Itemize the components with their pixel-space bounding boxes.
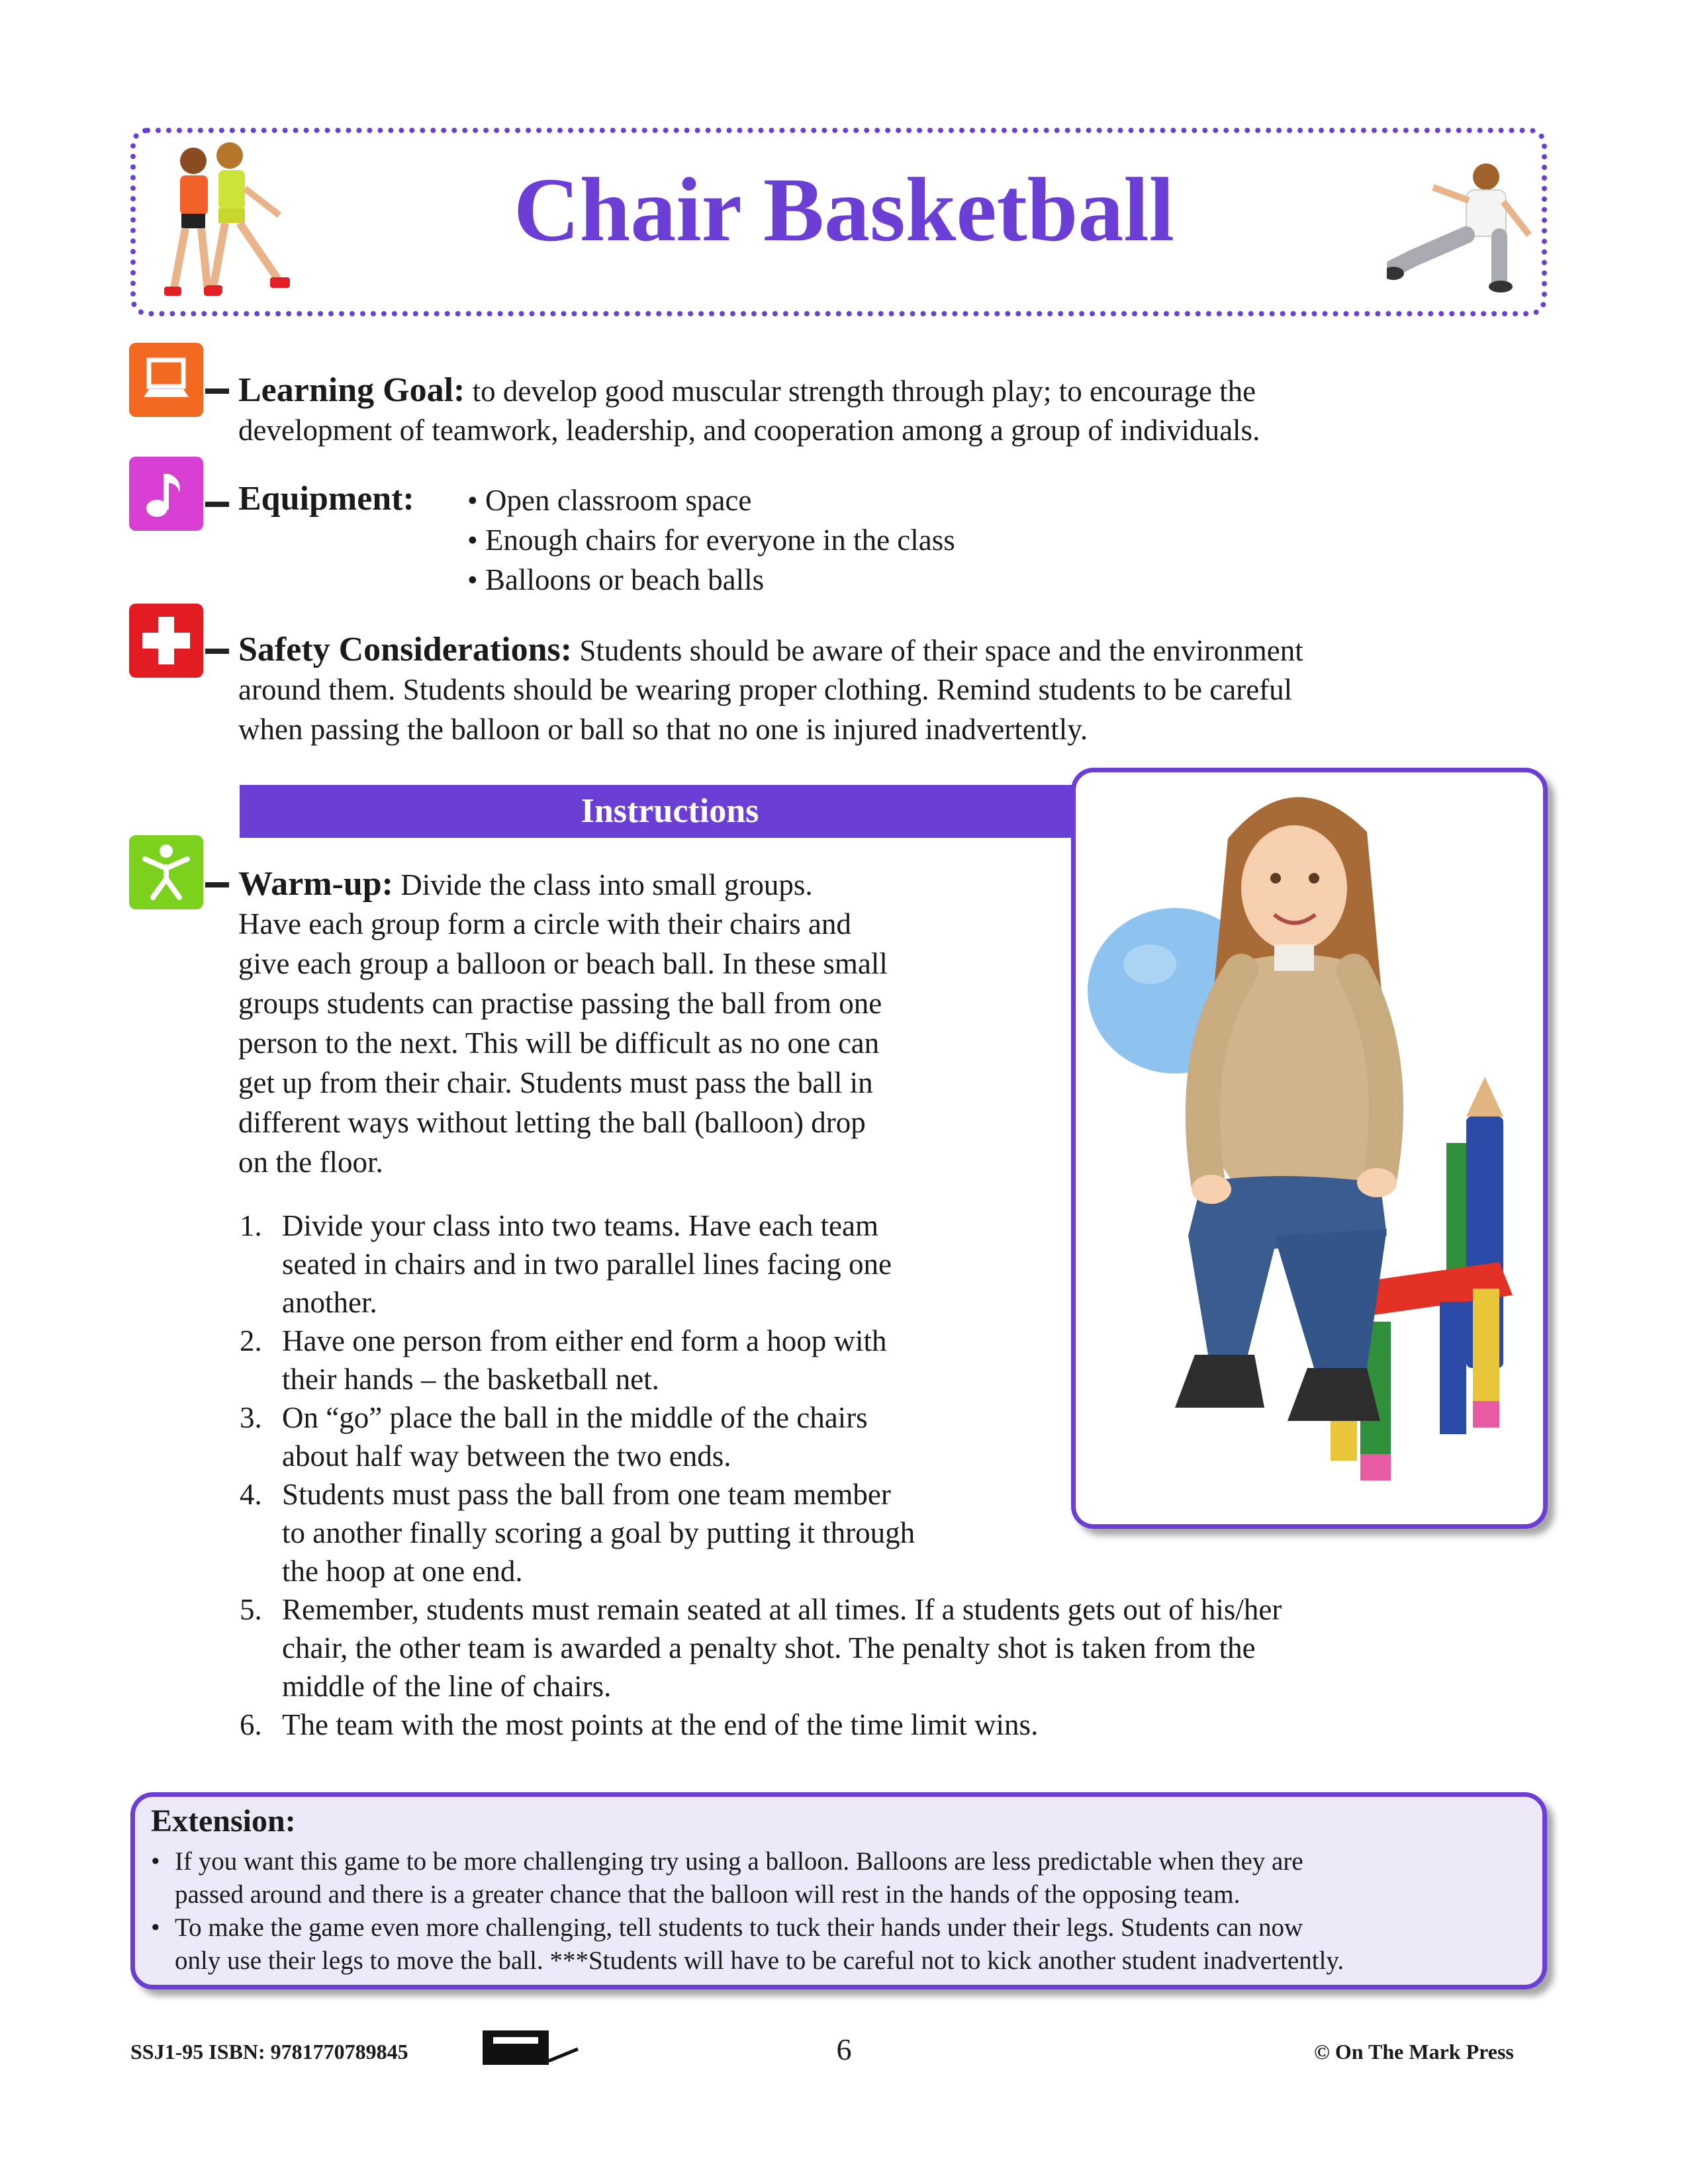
instructions-heading: Instructions	[240, 785, 1100, 838]
stick-figure-icon	[129, 835, 203, 909]
page-title: Chair Basketball	[513, 159, 1175, 260]
step-text: another.	[282, 1286, 377, 1319]
step-text: On “go” place the ball in the middle of the chairs	[282, 1401, 868, 1434]
step-text: The team with the most points at the end of the time limit wins.	[282, 1708, 1039, 1741]
warmup-label: Warm-up:	[238, 865, 393, 903]
equipment-item: • Balloons or beach balls	[467, 563, 765, 596]
icon-connector	[205, 649, 229, 654]
laptop-icon	[129, 343, 203, 417]
step-text: Students must pass the ball from one team member	[282, 1478, 891, 1511]
extension-text: To make the game even more challenging, tell students to tuck their hands under their legs. Students can now	[175, 1913, 1303, 1942]
step-number: 4.	[240, 1478, 262, 1511]
warmup-text: give each group a balloon or beach ball. In these small	[238, 947, 888, 980]
extension-title: Extension:	[151, 1803, 296, 1839]
warmup-text: Have each group form a circle with their chairs and	[238, 907, 851, 940]
footer-copyright: © On The Mark Press	[1314, 2040, 1514, 2064]
step-number: 3.	[240, 1401, 262, 1434]
learning-goal-text-2: development of teamwork, leadership, and cooperation among a group of individuals.	[238, 414, 1260, 447]
equipment-label: Equipment:	[238, 480, 414, 518]
warmup-text: groups students can practise passing the ball from one	[238, 987, 882, 1020]
step-text: Have one person from either end form a hoop with	[282, 1324, 887, 1357]
safety-label: Safety Considerations:	[238, 631, 573, 668]
icon-connector	[205, 388, 229, 394]
step-number: 1.	[240, 1209, 262, 1242]
step-text: their hands – the basketball net.	[282, 1363, 659, 1396]
safety-text-1: Students should be aware of their space and the environment	[572, 634, 1303, 667]
warmup-text: on the floor.	[238, 1146, 383, 1179]
safety-text-3: when passing the balloon or ball so that no one is injured inadvertently.	[238, 713, 1088, 746]
footer-isbn: SSJ1-95 ISBN: 9781770789845	[130, 2040, 408, 2064]
step-number: 5.	[240, 1593, 262, 1626]
warmup-text: Divide the class into small groups.	[393, 868, 813, 901]
safety-line-1	[238, 630, 1303, 670]
extension-text: passed around and there is a greater chance that the balloon will rest in the hands of the opposing team.	[175, 1880, 1241, 1909]
step-number: 2.	[240, 1324, 262, 1357]
learning-goal-text-1: to develop good muscular strength through play; to encourage the	[465, 375, 1256, 408]
bullet-dot: •	[151, 1847, 160, 1876]
first-aid-cross-icon	[129, 604, 203, 678]
safety-text-2: around them. Students should be wearing proper clothing. Remind students to be careful	[238, 673, 1293, 706]
music-note-icon	[129, 457, 203, 531]
warmup-text: different ways without letting the ball (balloon) drop	[238, 1106, 866, 1139]
extension-text: If you want this game to be more challenging try using a balloon. Balloons are less predictable when they are	[175, 1847, 1303, 1876]
icon-connector	[205, 882, 229, 887]
page-number: 6	[836, 2032, 852, 2066]
equipment-item: • Open classroom space	[467, 484, 752, 517]
step-text: chair, the other team is awarded a penalty shot. The penalty shot is taken from the	[282, 1631, 1256, 1664]
warmup-line-1	[238, 864, 813, 905]
step-text: Divide your class into two teams. Have each team	[282, 1209, 878, 1242]
step-text: to another finally scoring a goal by putting it through	[282, 1516, 915, 1549]
step-text: the hoop at one end.	[282, 1555, 523, 1588]
equipment-item: • Enough chairs for everyone in the class	[467, 523, 955, 557]
step-text: middle of the line of chairs.	[282, 1670, 612, 1703]
learning-goal-label: Learning Goal:	[238, 371, 465, 409]
girl-on-chair-photo	[1071, 768, 1548, 1529]
step-text: seated in chairs and in two parallel lines facing one	[282, 1248, 892, 1281]
bullet-dot: •	[151, 1913, 160, 1942]
step-number: 6.	[240, 1708, 262, 1741]
warmup-text: get up from their chair. Students must pass the ball in	[238, 1066, 873, 1099]
step-text: Remember, students must remain seated at all times. If a students gets out of his/her	[282, 1593, 1282, 1626]
icon-connector	[205, 502, 229, 507]
warmup-text: person to the next. This will be difficult as no one can	[238, 1026, 880, 1060]
step-text: about half way between the two ends.	[282, 1439, 731, 1473]
extension-text: only use their legs to move the ball. ***Students will have to be careful not to kick another student inadvertently.	[175, 1946, 1344, 1975]
learning-goal-line-1	[238, 371, 1256, 411]
